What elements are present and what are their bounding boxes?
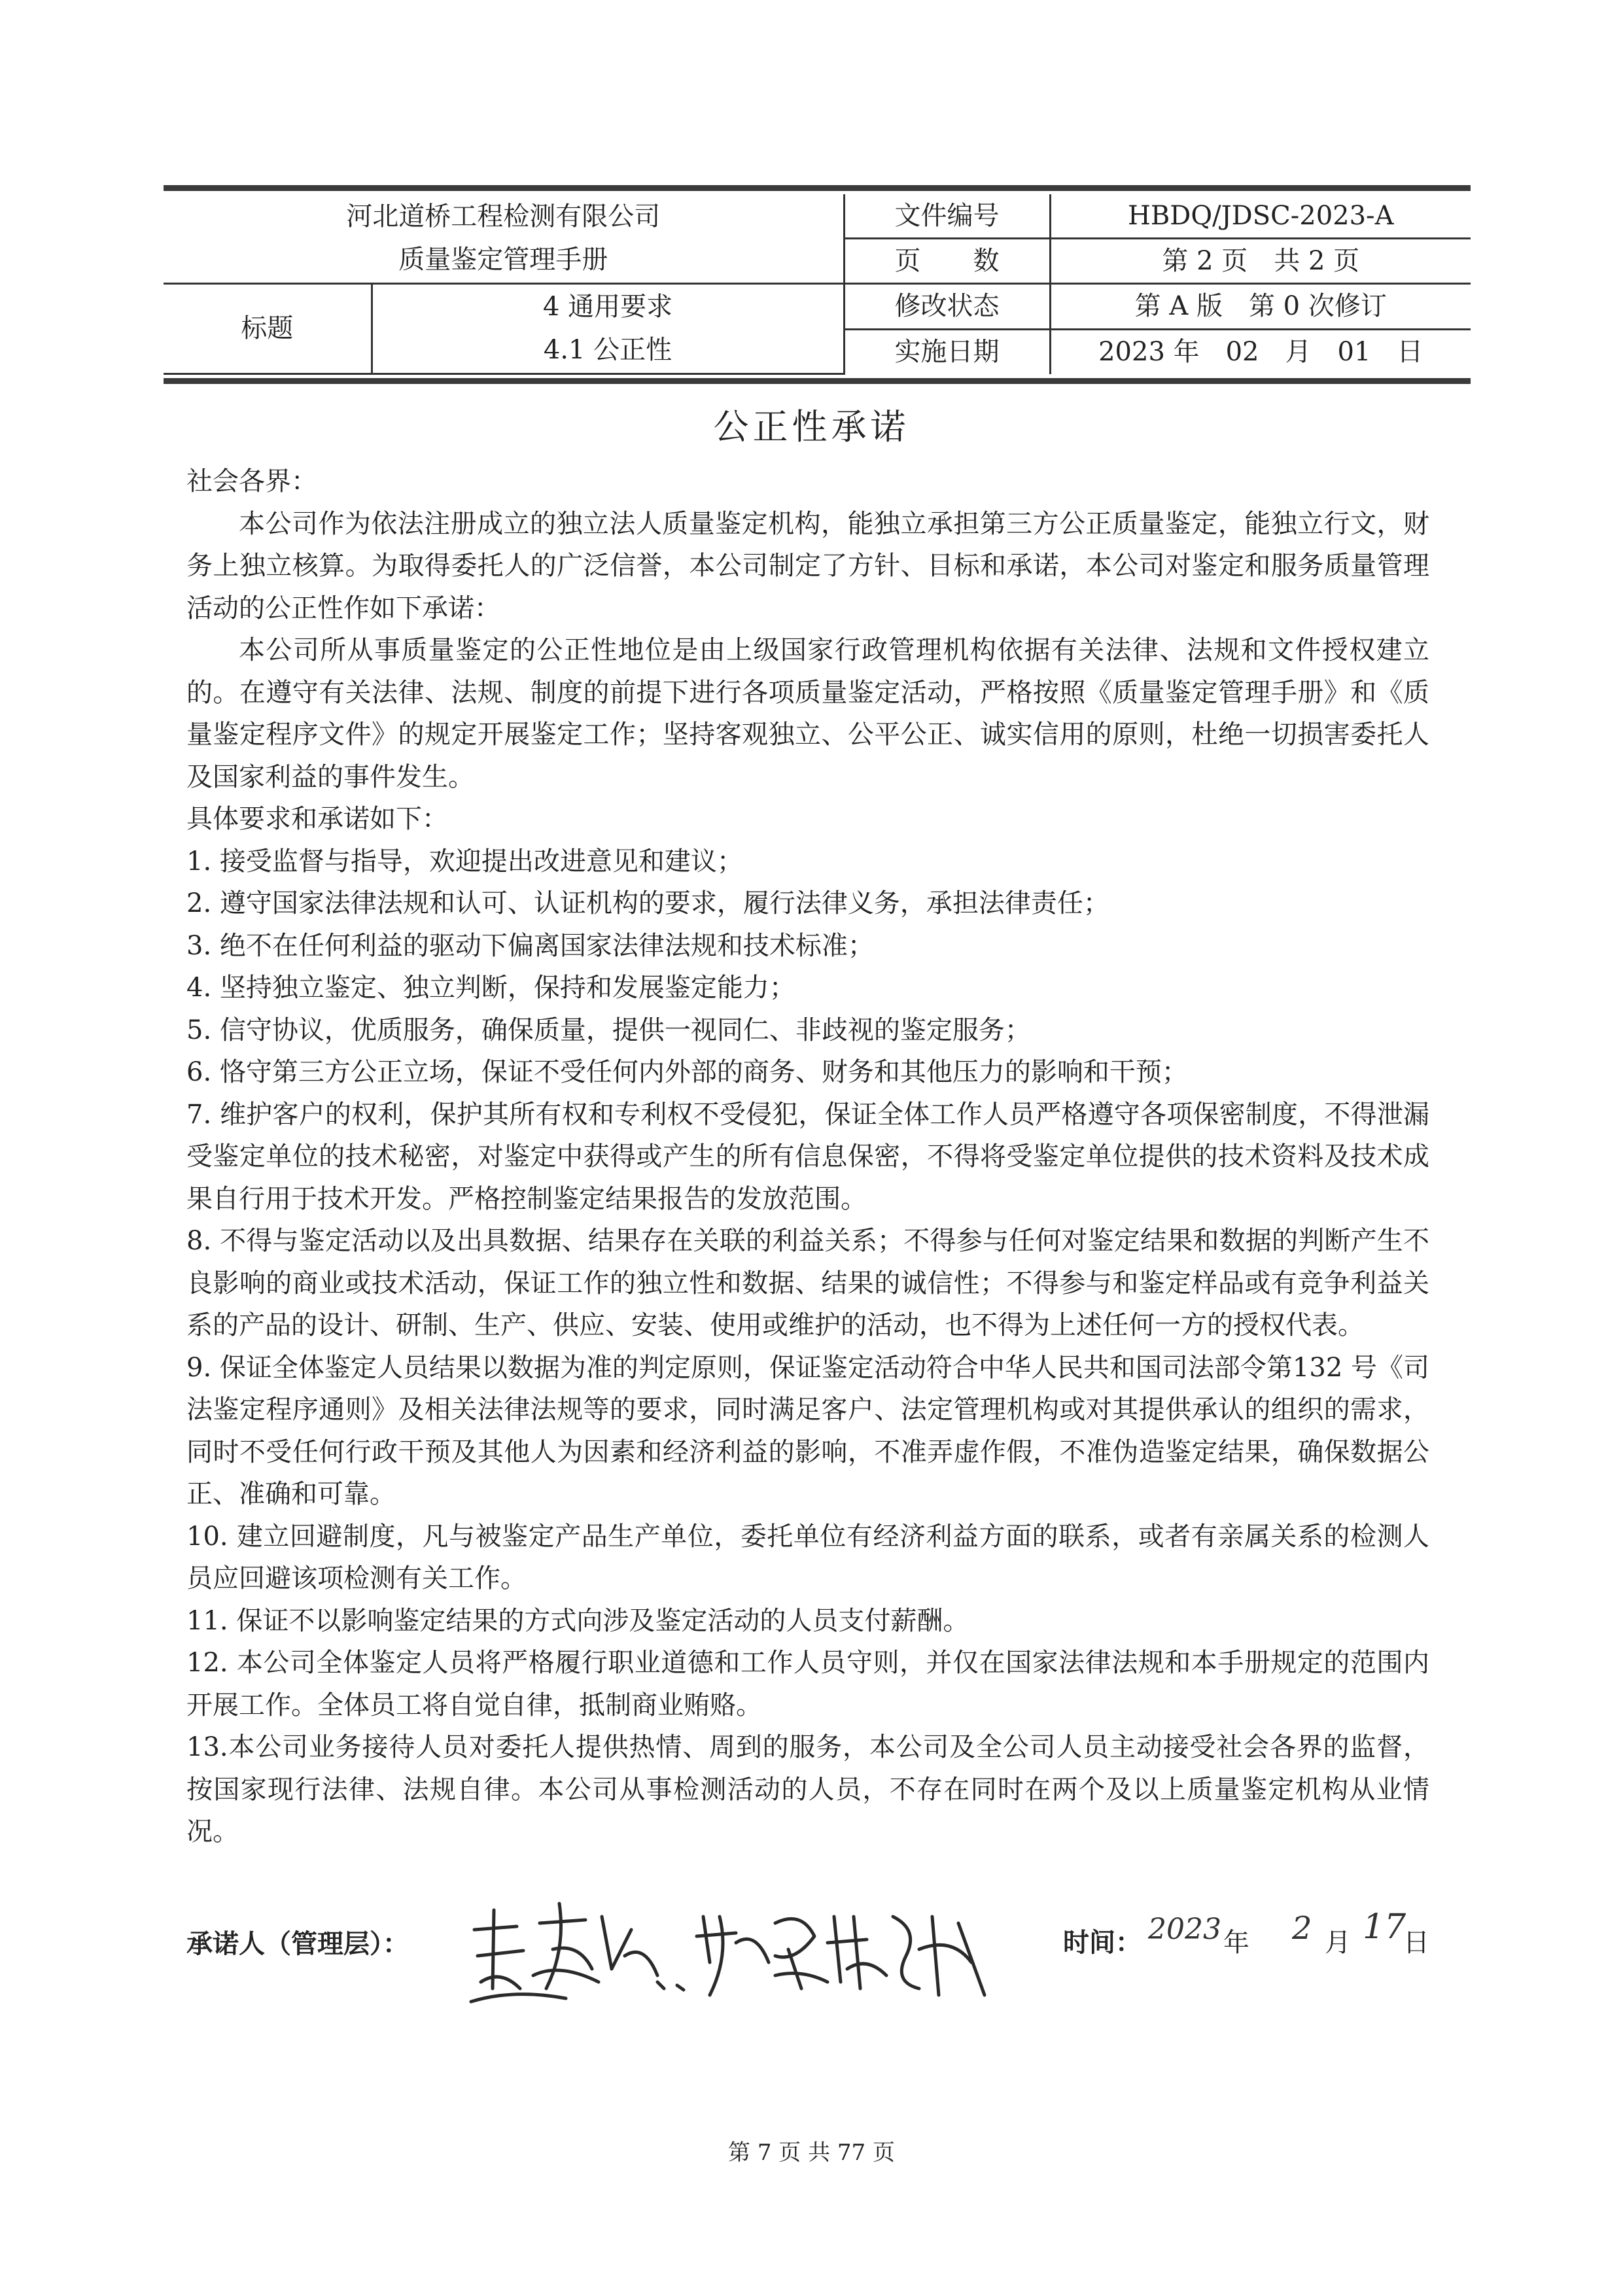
time-month: 2 — [1292, 1910, 1312, 1947]
title-label: 标题 — [164, 283, 372, 374]
document-header-table — [164, 194, 1471, 375]
company-cell — [164, 194, 844, 283]
year-char: 年 — [1223, 1928, 1249, 1958]
section-title: 4 通用要求 — [542, 292, 673, 322]
list-item: 1. 接受监督与指导，欢迎提出改进意见和建议； — [186, 846, 743, 877]
list-intro: 具体要求和承诺如下： — [186, 804, 448, 834]
sign-date — [1063, 1907, 1429, 1969]
signer-label: 承诺人（管理层）： — [186, 1928, 409, 1959]
time-day: 17 — [1363, 1907, 1406, 1947]
list-item: 5. 信守协议，优质服务，确保质量，提供一视同仁、非歧视的鉴定服务； — [186, 1015, 1031, 1045]
list-item: 3. 绝不在任何利益的驱动下偏离国家法律法规和技术标准； — [186, 930, 874, 961]
list-item: 2. 遵守国家法律法规和认可、认证机构的要求，履行法律义务，承担法律责任； — [186, 888, 1109, 918]
date-label: 实施日期 — [844, 329, 1050, 374]
list-item: 11. 保证不以影响鉴定结果的方式向涉及鉴定活动的人员支付薪酬。 — [186, 1605, 969, 1636]
intro-paragraph: 本公司所从事质量鉴定的公正性地位是由上级国家行政管理机构依据有关法律、法规和文件授权建立的。在遵守有关法律、法规、制度的前提下进行各项质量鉴定活动，严格按照《质量鉴定管理手册》和《质量鉴定程序文件》的规定开展鉴定工作；坚持客观独立、公平公正、诚实信用的原则，杜绝一切损害委托人及国家利益的事件发生。 — [186, 635, 1429, 792]
section-cell — [372, 283, 844, 374]
list-item: 4. 坚持独立鉴定、独立判断，保持和发展鉴定能力； — [186, 973, 795, 1003]
manual-name: 质量鉴定管理手册 — [398, 245, 608, 275]
doc-no-label: 文件编号 — [844, 194, 1050, 238]
header-top-rule — [164, 185, 1471, 191]
revision-label: 修改状态 — [844, 283, 1050, 329]
doc-no-value: HBDQ/JDSC-2023-A — [1050, 194, 1471, 238]
month-char: 月 — [1325, 1928, 1351, 1958]
intro-paragraph: 本公司作为依法注册成立的独立法人质量鉴定机构，能独立承担第三方公正质量鉴定，能独立行文，财务上独立核算。为取得委托人的广泛信誉，本公司制定了方针、目标和承诺，本公司对鉴定和服务质量管理活动的公正性作如下承诺： — [186, 508, 1429, 623]
day-char: 日 — [1403, 1928, 1429, 1958]
company-name: 河北道桥工程检测有限公司 — [346, 201, 661, 232]
salutation: 社会各界： — [186, 466, 317, 496]
date-value: 2023 年 02 月 01 日 — [1050, 329, 1471, 374]
list-item: 10. 建立回避制度，凡与被鉴定产品生产单位，委托单位有经济利益方面的联系，或者有亲属关系的检测人员应回避该项检测有关工作。 — [186, 1521, 1429, 1593]
list-item: 6. 恪守第三方公正立场，保证不受任何内外部的商务、财务和其他压力的影响和干预； — [186, 1057, 1188, 1087]
subsection-title: 4.1 公正性 — [543, 335, 672, 366]
signature-row — [186, 1907, 1429, 2047]
pages-value: 第 2 页 共 2 页 — [1050, 238, 1471, 283]
list-item: 8. 不得与鉴定活动以及出具数据、结果存在关联的利益关系；不得参与任何对鉴定结果和数据的判断产生不良影响的商业或技术活动，保证工作的独立性和数据、结果的诚信性；不得参与和鉴定样品或有竞争利益关系的产品的设计、研制、生产、供应、安装、使用或维护的活动，也不得为上述任何一方的授权代表。 — [186, 1226, 1429, 1340]
pages-label: 页 数 — [844, 238, 1050, 283]
page-footer: 第 7 页 共 77 页 — [728, 2140, 895, 2166]
document-body — [186, 461, 1429, 1853]
list-item: 13.本公司业务接待人员对委托人提供热情、周到的服务，本公司及全公司人员主动接受社会各界的监督，按国家现行法律、法规自律。本公司从事检测活动的人员，不存在同时在两个及以上质量鉴定机构从业情况。 — [186, 1732, 1429, 1847]
revision-value: 第 A 版 第 0 次修订 — [1050, 283, 1471, 329]
list-item: 9. 保证全体鉴定人员结果以数据为准的判定原则，保证鉴定活动符合中华人民共和国司法部令第132 号《司法鉴定程序通则》及相关法律法规等的要求，同时满足客户、法定管理机构或对其提供承认的组织的需求，同时不受任何行政干预及其他人为因素和经济利益的影响，不准弄虚作假，不准伪造鉴定结果，确保数据公正、准确和可靠。 — [186, 1352, 1429, 1509]
list-item: 12. 本公司全体鉴定人员将严格履行职业道德和工作人员守则，并仅在国家法律法规和本手册规定的范围内开展工作。全体员工将自觉自律，抵制商业贿赂。 — [186, 1648, 1429, 1720]
time-year: 2023 — [1148, 1913, 1221, 1946]
list-item: 7. 维护客户的权利，保护其所有权和专利权不受侵犯，保证全体工作人员严格遵守各项保密制度，不得泄漏受鉴定单位的技术秘密，对鉴定中获得或产生的所有信息保密，不得将受鉴定单位提供的技术资料及技术成果自行用于技术开发。严格控制鉴定结果报告的发放范围。 — [186, 1099, 1429, 1214]
document-title: 公正性承诺 — [713, 406, 910, 447]
time-label: 时间： — [1063, 1927, 1142, 1958]
header-bottom-rule — [164, 378, 1471, 384]
handwritten-signature — [461, 1890, 1050, 2021]
